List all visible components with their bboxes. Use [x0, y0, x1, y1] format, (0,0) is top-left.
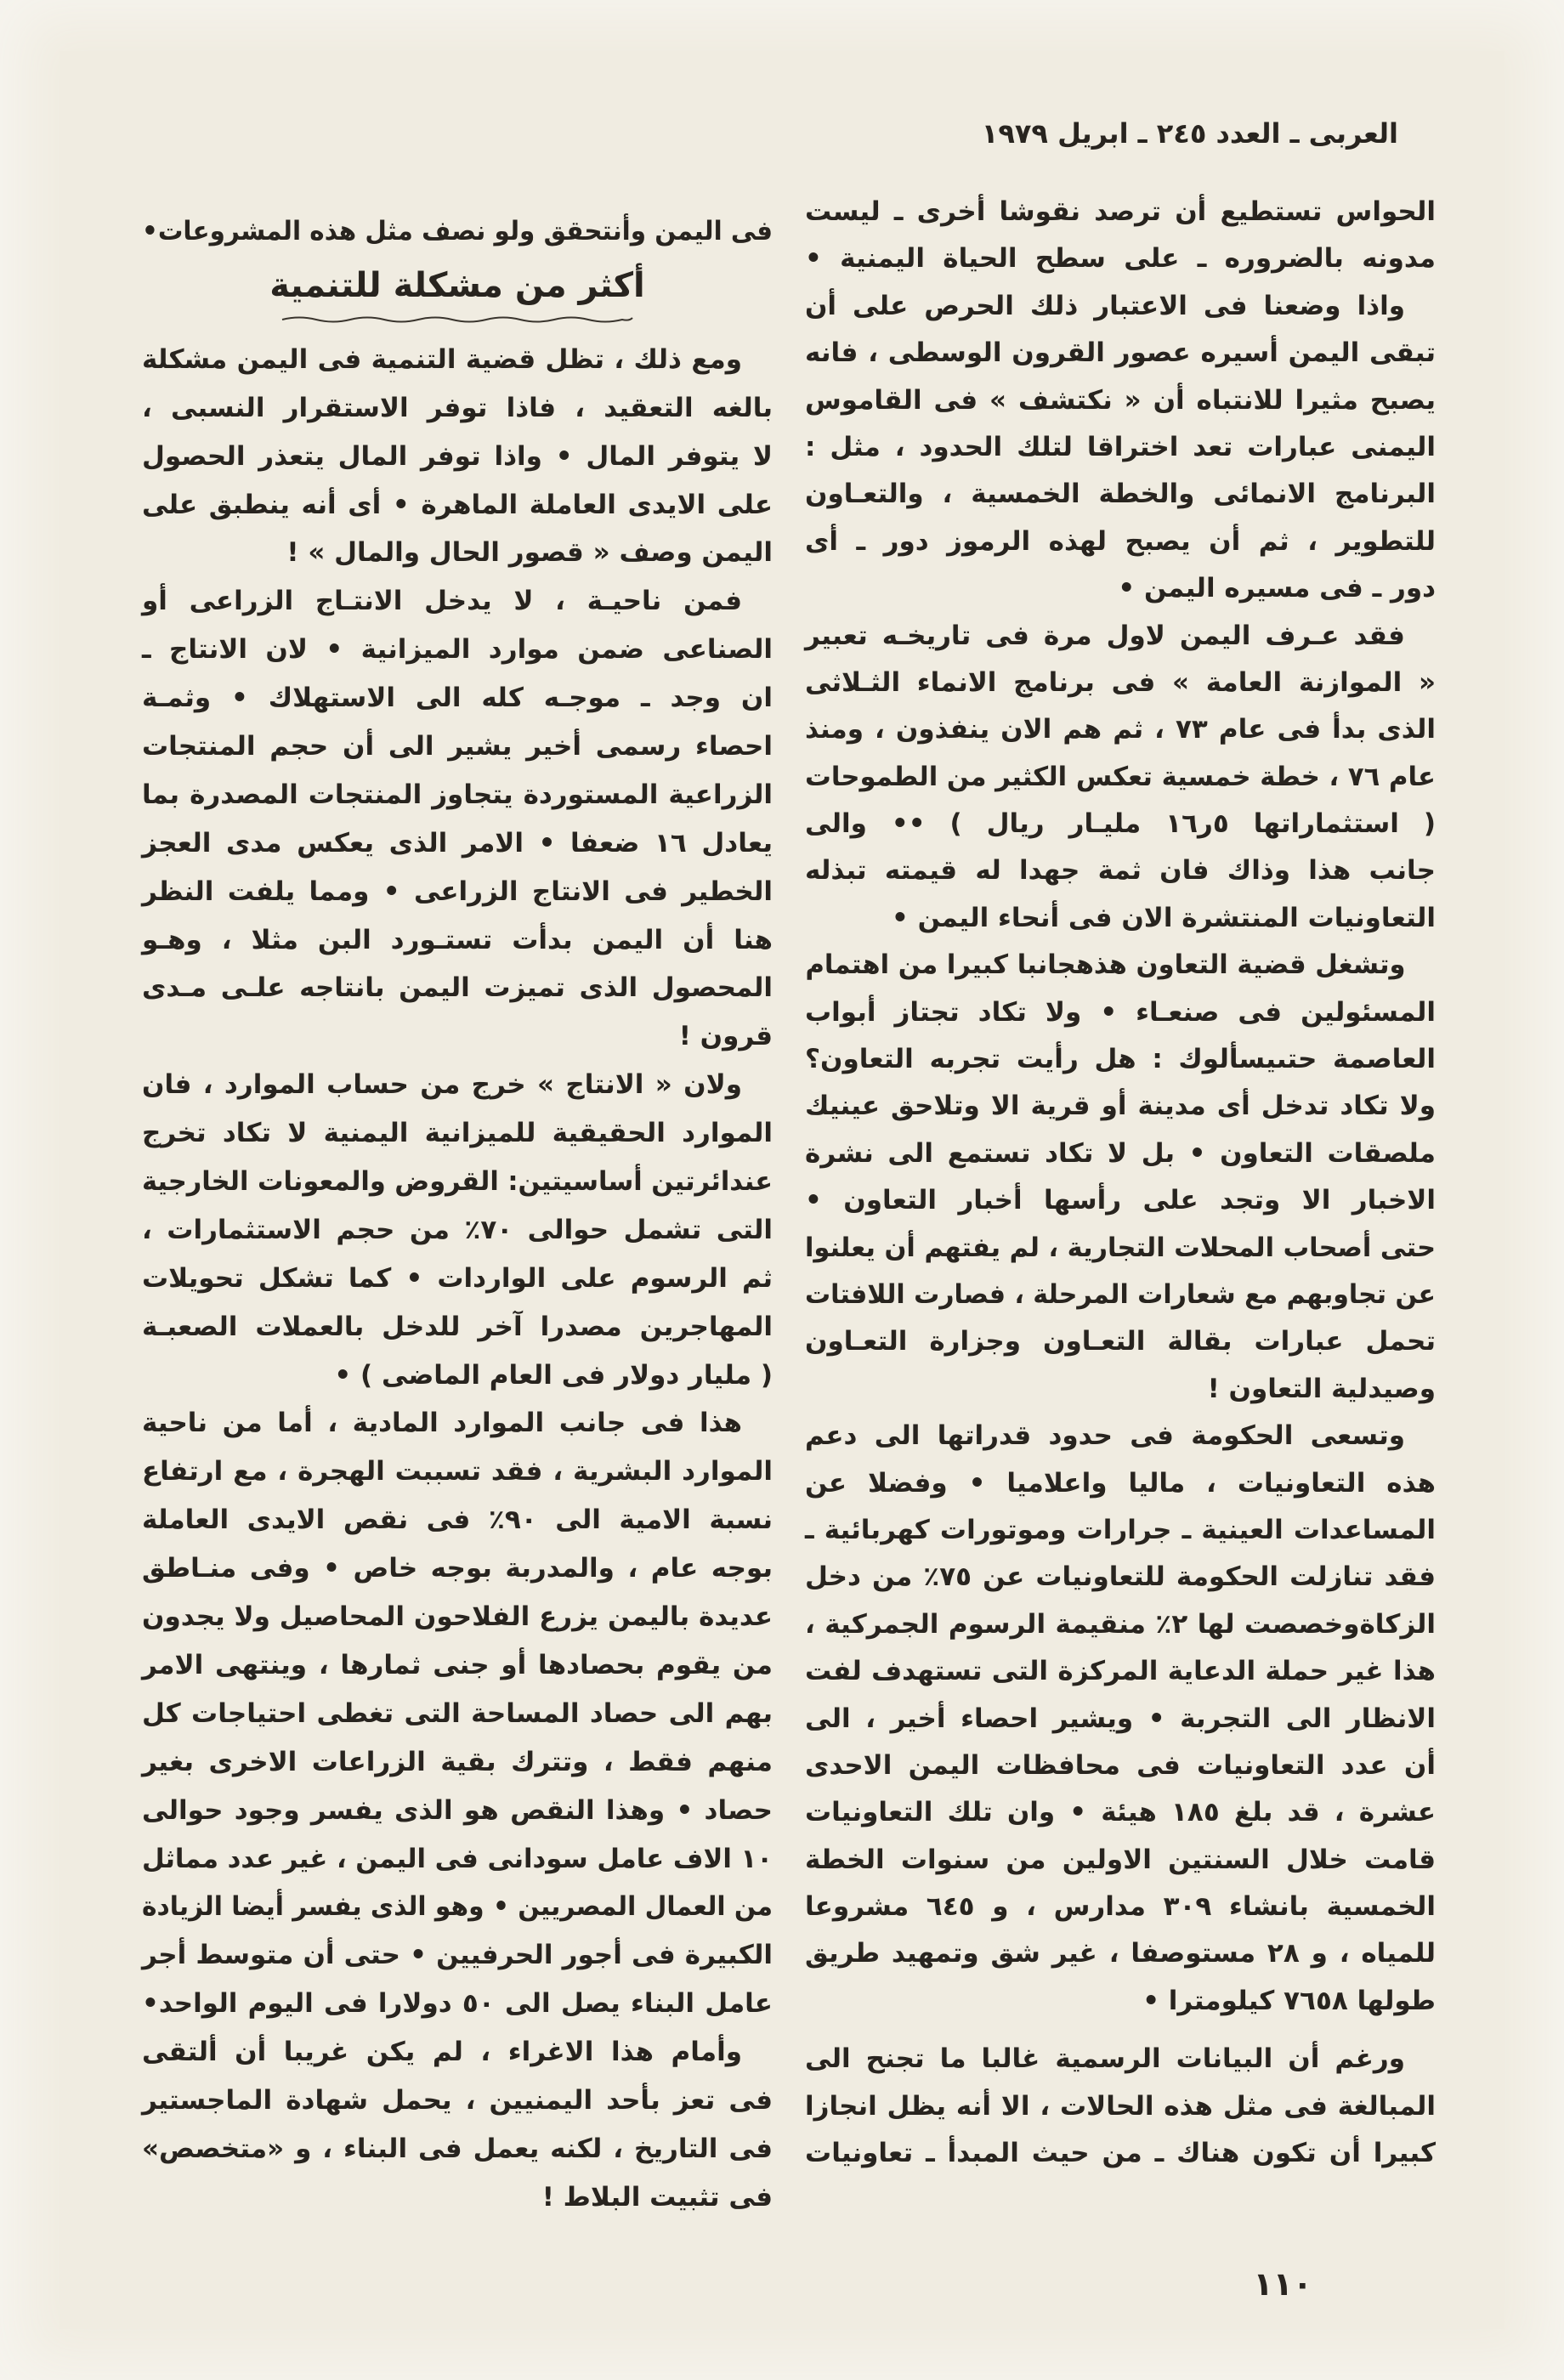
body-text-line: كبيرا أن تكون هناك ـ من حيث المبدأ ـ تعاونيات	[805, 2138, 1436, 2169]
body-text-line: الخمسية بانشاء ٣٠٩ مدارس ، و ٦٤٥ مشروعا	[805, 1891, 1436, 1923]
paragraph-first-line: واذا وضعنا فى الاعتبار ذلك الحرص على أن	[804, 290, 1405, 321]
paragraph-first-line: فمن ناحيـة ، لا يدخل الانتـاج الزراعى أو	[141, 586, 742, 617]
body-text-line: بهم الى حصاد المساحة التى تغطى احتياجات كل	[142, 1697, 773, 1729]
paragraph-first-line: وأمام هذا الاغراء ، لم يكن غريبا أن ألتقى	[142, 2037, 742, 2068]
body-text-line: تحمل عبارات بقالة التعـاون وجزارة التعـاون	[804, 1326, 1436, 1357]
page-number: ١١٠	[1253, 2265, 1312, 2303]
body-text-line: المحصول الذى تميزت اليمن بانتاجه علـى مـدى	[141, 972, 773, 1004]
body-text-line: الزراعية المستوردة يتجاوز المنتجات المصدرة بما	[142, 779, 773, 810]
running-header: العربى ـ العدد ٢٤٥ ـ ابريل ١٩٧٩	[981, 117, 1398, 150]
body-text-line: الذى بدأ فى عام ٧٣ ، ثم هم الان ينفذون ، ومنذ	[804, 714, 1436, 745]
left-text-column	[142, 207, 773, 2222]
paragraph-first-line: وتشغل قضية التعاون هذهجانبا كبيرا من اهتمام	[805, 949, 1406, 981]
body-text-line: عن تجاوبهم مع شعارات المرحلة ، فصارت اللافتات	[804, 1278, 1436, 1310]
body-text-line: الخطير فى الانتاج الزراعى • ومما يلفت النظر	[141, 876, 773, 907]
body-text-line: الانظار الى التجربة • ويشير احصاء أخير ، الى	[805, 1703, 1436, 1734]
body-text-line: من العمال المصريين • وهو الذى يفسر أيضا الزيادة	[141, 1891, 774, 1923]
paragraph-first-line: وتسعى الحكومة فى حدود قدراتها الى دعم	[805, 1420, 1405, 1452]
body-text-line: هنا أن اليمن بدأت تستـورد البن مثلا ، وهـو	[142, 924, 773, 955]
body-text-line: المبالغة فى مثل هذه الحالات ، الا أنه يظل انجازا	[804, 2090, 1436, 2122]
body-text-line: الكبيرة فى أجور الحرفيين • حتى أن متوسط أجر	[141, 1940, 773, 1971]
body-text-line: الحواس تستطيع أن ترصد نقوشا أخرى ـ ليست	[805, 196, 1436, 227]
paragraph-first-line: هذا فى جانب الموارد المادية ، أما من ناحية	[141, 1408, 742, 1439]
body-text-line: ثم الرسوم على الواردات • كما تشكل تحويلات	[141, 1262, 773, 1294]
body-text-line: مدونه بالضروره ـ على سطح الحياة اليمنية •	[804, 243, 1436, 275]
section-subheading: أكثر من مشكلة للتنمية	[269, 265, 645, 305]
body-text-line: قامت خلال السنتين الاولين من سنوات الخطة	[804, 1844, 1436, 1875]
body-text-line: ملصقات التعاون • بل لا تكاد تستمع الى نشرة	[805, 1137, 1436, 1169]
body-text-line: اليمنى عبارات تعد اختراقا لتلك الحدود ، مثل :	[805, 431, 1436, 462]
body-text-line: البرنامج الانمائى والخطة الخمسية ، والتعـاون	[804, 479, 1436, 510]
body-text-line: فى تعز بأحد اليمنيين ، يحمل شهادة الماجستير	[141, 2084, 773, 2116]
body-text-line: احصاء رسمى أخير يشير الى أن حجم المنتجات	[142, 731, 773, 762]
paragraph-first-line: ولان « الانتاج » خرج من حساب الموارد ، فان	[142, 1069, 742, 1101]
body-text-line: تبقى اليمن أسيره عصور القرون الوسطى ، فانه	[805, 337, 1436, 369]
paragraph-last-line: التعاونيات المنتشرة الان فى أنحاء اليمن •	[892, 902, 1436, 933]
body-text-line: يصبح مثيرا للانتباه أن « نكتشف » فى القاموس	[804, 384, 1436, 416]
body-text-line: يعادل ١٦ ضعفا • الامر الذى يعكس مدى العجز	[142, 827, 773, 858]
body-text-line: المسئولين فى صنعـاء • ولا تكاد تجتاز أبواب	[804, 996, 1436, 1028]
right-text-column	[805, 189, 1436, 2177]
body-text-line: العاصمة حتىيسألوك : هل رأيت تجربه التعاون؟	[805, 1044, 1436, 1075]
body-text-line: « الموازنة العامة » فى برنامج الانماء الثـلاثى	[805, 666, 1436, 698]
paragraph-last-line: اليمن وصف « قصور الحال والمال » !	[286, 537, 773, 569]
body-text-line: عندائرتين أساسيتين: القروض والمعونات الخارجية	[141, 1166, 773, 1198]
body-text-line: حصاد • وهذا النقص هو الذى يفسر وجود حوالى	[142, 1794, 773, 1826]
body-text-line: فى اليمن وأنتحقق ولو نصف مثل هذه المشروعات•	[142, 216, 773, 246]
body-text-line: الموارد البشرية ، فقد تسببت الهجرة ، مع ارتفاع	[141, 1456, 773, 1488]
subheading-underline-ornament	[142, 311, 773, 328]
body-text-line: للمياه ، و ٢٨ مستوصفا ، غير شق وتمهيد طريق	[805, 1938, 1436, 1969]
body-text-line: نسبة الامية الى ٩٠٪ فى نقص الايدى العاملة	[142, 1504, 773, 1536]
paragraph-last-line: طولها ٧٦٥٨ كيلومترا •	[1142, 1985, 1436, 2016]
body-text-line: الاخبار الا وتجد على رأسها أخبار التعاون •	[805, 1185, 1436, 1216]
paragraph-first-line: فقد عـرف اليمن لاول مرة فى تاريخـه تعبير	[805, 620, 1405, 651]
body-text-line: المهاجرين مصدرا آخر للدخل بالعملات الصعبـة	[141, 1311, 773, 1342]
body-text-line: الزكاةوخصصت لها ٢٪ منقيمة الرسوم الجمركية ،	[805, 1608, 1436, 1640]
paragraph-last-line: وصيدلية التعاون !	[1207, 1373, 1436, 1404]
body-text-line: على الايدى العاملة الماهرة • أى أنه ينطبق على	[141, 489, 773, 520]
body-text-line: أن عدد التعاونيات فى محافظات اليمن الاحدى	[805, 1749, 1436, 1781]
body-text-line: هذا غير حملة الدعاية المركزة التى تستهدف لفت	[805, 1656, 1436, 1687]
body-text-line: فى التاريخ ، لكنه يعمل فى البناء ، و «متخصص»	[142, 2133, 773, 2164]
body-text-line: بالغه التعقيد ، فاذا توفر الاستقرار النسبى ،	[141, 392, 773, 423]
body-text-line: حتى أصحاب المحلات التجارية ، لم يفتهم أن يعلنوا	[804, 1232, 1436, 1263]
body-text-line: التى تشمل حوالى ٧٠٪ من حجم الاستثمارات ،	[142, 1214, 773, 1245]
paragraph-last-line: قرون !	[678, 1021, 773, 1052]
body-text-line: ( استثماراتها ٥ر١٦ مليـار ريال ) •• والى	[805, 808, 1436, 840]
body-text-line: ١٠ الاف عامل سودانى فى اليمن ، غير عدد مماثل	[141, 1843, 773, 1874]
body-text-line: لا يتوفر المال • واذا توفر المال يتعذر الحصول	[141, 440, 773, 472]
body-text-line: من يقوم بحصادها أو جنى ثمارها ، وينتهى الامر	[142, 1649, 773, 1680]
body-text-line: منهم فقط ، وتترك بقية الزراعات الاخرى بغير	[142, 1746, 773, 1777]
body-text-line: ولا تكاد تدخل أى مدينة أو قرية الا وتلاحق عينيك	[804, 1091, 1436, 1122]
paragraph-last-line: ( مليار دولار فى العام الماضى ) •	[334, 1359, 773, 1391]
body-text-line: عشرة ، قد بلغ ١٨٥ هيئة • وان تلك التعاونيات	[805, 1797, 1436, 1828]
body-text-line: ان وجد ـ موجـه كله الى الاستهلاك • وثمـة	[142, 683, 773, 714]
body-text-line: عامل البناء يصل الى ٥٠ دولارا فى اليوم الواحد•	[142, 1988, 773, 2020]
body-text-line: المساعدات العينية ـ جرارات وموتورات كهربائية ـ	[805, 1514, 1436, 1545]
body-text-line: الصناعى ضمن موارد الميزانية • لان الانتاج ـ	[141, 634, 773, 666]
body-text-line: الموارد الحقيقية للميزانية اليمنية لا تكاد تخرج	[142, 1118, 773, 1149]
paragraph-first-line: ورغم أن البيانات الرسمية غالبا ما تجنح الى	[805, 2043, 1405, 2075]
body-text-line: فقد تنازلت الحكومة للتعاونيات عن ٧٥٪ من دخل	[805, 1561, 1436, 1593]
paragraph-last-line: فى تثبيت البلاط !	[541, 2181, 773, 2213]
body-text-line: عديدة باليمن يزرع الفلاحون المحاصيل ولا يجدون	[142, 1601, 773, 1633]
body-text-line: للتطوير ، ثم أن يصبح لهذه الرموز دور ـ أى	[804, 525, 1436, 557]
body-text-line: هذه التعاونيات ، ماليا واعلاميا • وفضلا عن	[804, 1467, 1436, 1499]
body-text-line: جانب هذا وذاك فان ثمة جهدا له قيمته تبذله	[804, 855, 1436, 887]
paragraph-last-line: دور ـ فى مسيره اليمن •	[1118, 573, 1436, 604]
paragraph-first-line: ومع ذلك ، تظل قضية التنمية فى اليمن مشكلة	[142, 343, 742, 375]
body-text-line: بوجه عام ، والمدربة بوجه خاص • وفى منـاطق	[141, 1553, 773, 1584]
body-text-line: عام ٧٦ ، خطة خمسية تعكس الكثير من الطموحات	[805, 761, 1436, 792]
